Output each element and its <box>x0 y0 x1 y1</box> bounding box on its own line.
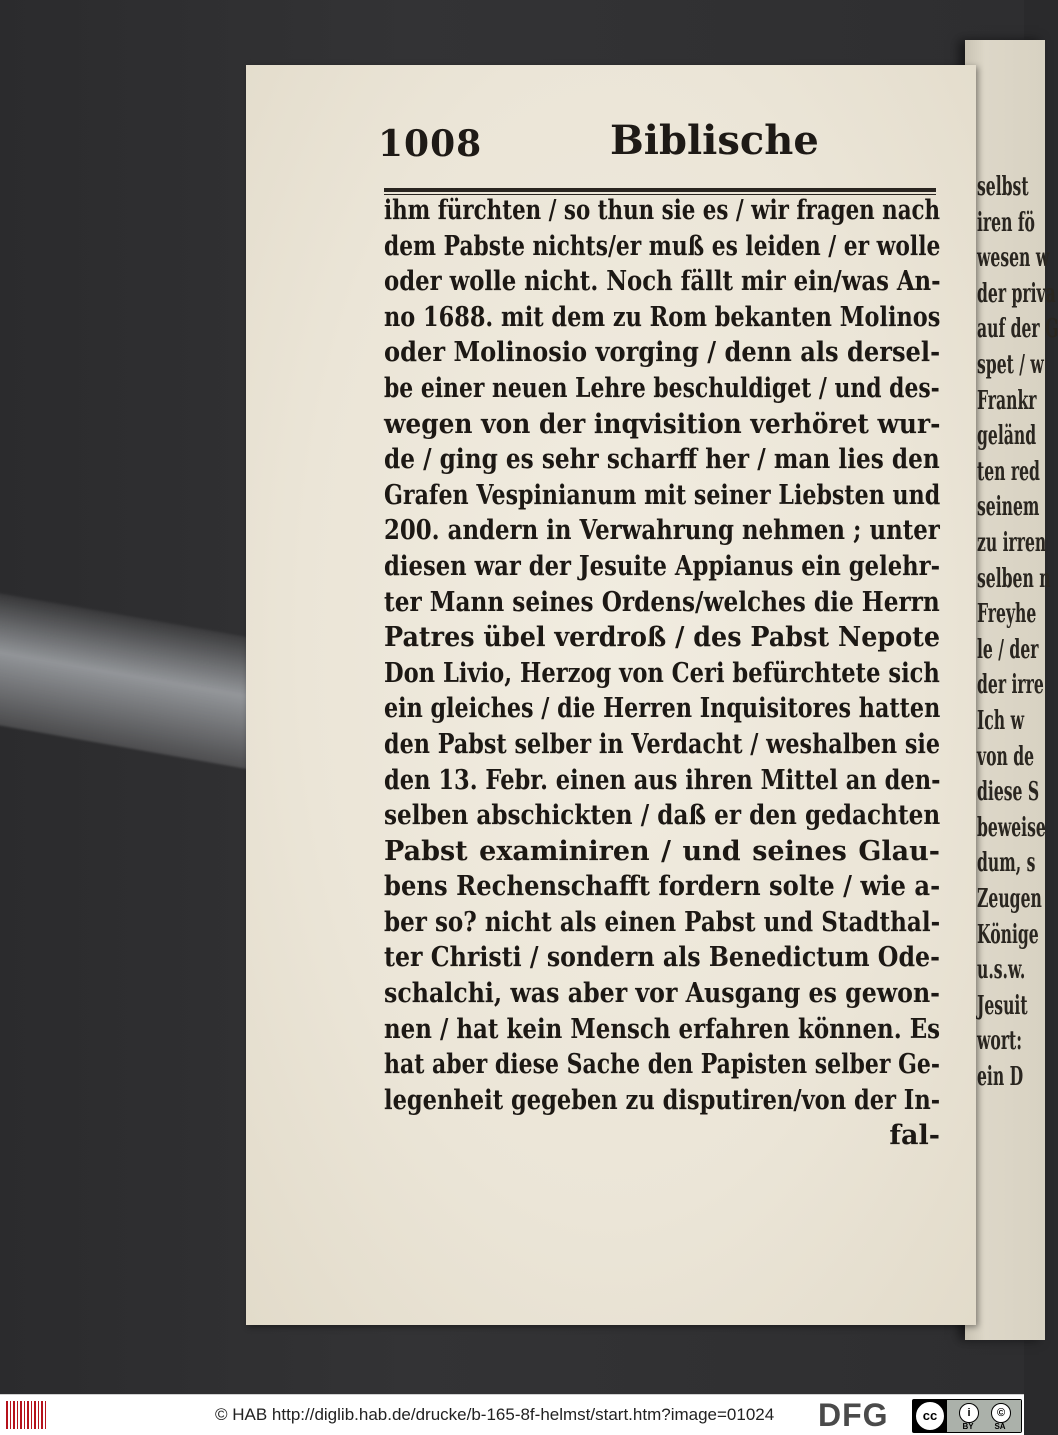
book-page <box>246 65 976 1325</box>
text-line: ihm fürchten / so thun sie es / wir fragen nach <box>384 195 941 226</box>
text-line: bens Rechenschafft fordern solte / wie a- <box>384 871 941 903</box>
text-line: nen / hat kein Mensch erfahren können. Es <box>384 1013 941 1045</box>
by-label: BY <box>962 1422 974 1431</box>
text-line: selben abschickten / daß er den gedachten <box>384 800 941 832</box>
text-line: ein gleiches / die Herren Inquisitores hatten <box>384 693 941 725</box>
facing-text-line: diese S <box>977 777 1040 808</box>
cc-license-attributes <box>947 1400 1021 1432</box>
text-line: diesen war der Jesuite Appianus ein gelehr- <box>384 550 941 582</box>
facing-text-line: spet / w <box>977 350 1044 380</box>
facing-text-line: ein D <box>977 1062 1024 1092</box>
text-line: dem Pabste nichts/er muß es leiden / er wolle <box>384 230 941 262</box>
running-head: Biblische <box>610 117 819 164</box>
facing-text-line: selbst <box>977 172 1029 202</box>
facing-text-line: Könige <box>977 919 1039 950</box>
facing-text-line: Frankr <box>977 385 1037 416</box>
facing-text-line: iren fö <box>977 207 1035 238</box>
text-line: ber so? nicht als einen Pabst und Stadthal- <box>384 906 941 938</box>
footer-credit-link[interactable]: © HAB http://diglib.hab.de/drucke/b-165-8f-helmst/start.htm?image=01024 <box>215 1405 775 1424</box>
facing-text-line: selben n <box>977 563 1051 594</box>
facing-text-line: zu irren <box>977 528 1047 558</box>
text-line: no 1688. mit dem zu Rom bekanten Molinos <box>384 301 941 333</box>
footer-bar <box>0 1394 1024 1435</box>
facing-text-line: ten red <box>977 456 1040 487</box>
text-line: Pabst examiniren / und seines Glau- <box>384 835 940 867</box>
text-line: den Pabst selber in Verdacht / weshalben sie <box>384 728 941 760</box>
text-line: Grafen Vespinianum mit seiner Liebsten und <box>384 479 941 511</box>
facing-text-line: Zeugen <box>977 884 1042 914</box>
sa-label: SA <box>994 1422 1006 1431</box>
catchword: fal- <box>889 1120 940 1152</box>
page-header <box>378 117 938 167</box>
facing-page <box>965 40 1058 1340</box>
text-line: schalchi, was aber vor Ausgang es gewon- <box>384 978 941 1010</box>
text-line: den 13. Febr. einen aus ihren Mittel an den- <box>384 764 941 796</box>
cc-license-badge[interactable] <box>912 1399 1022 1433</box>
text-line: be einer neuen Lehre beschuldiget / und des- <box>384 372 940 404</box>
text-line: 200. andern in Verwahrung nehmen ; unter <box>384 515 940 547</box>
dfg-logo: DFG <box>818 1397 889 1433</box>
text-line: ter Christi / sondern als Benedictum Ode- <box>384 942 940 974</box>
cc-icon: cc <box>915 1401 945 1431</box>
body-text <box>384 193 940 1154</box>
text-line: oder wolle nicht. Noch fällt mir ein/was An- <box>384 266 941 298</box>
text-line: Patres übel verdroß / des Pabst Nepote <box>384 622 941 654</box>
facing-text-line: der irre <box>977 670 1044 701</box>
text-line: de / ging es sehr scharff her / man lies den <box>384 444 940 476</box>
facing-text-line: wesen w <box>977 243 1050 274</box>
facing-text-line: le / der <box>977 634 1039 665</box>
hab-logo-icon <box>6 1401 46 1429</box>
attribution-icon: i <box>959 1403 979 1423</box>
facing-text-line: Ich w <box>977 706 1025 736</box>
text-line: wegen von der inqvisition verhöret wur- <box>384 408 941 440</box>
facing-text-line: von de <box>977 741 1035 772</box>
facing-text-line: beweise <box>977 812 1046 843</box>
facing-text-line: Freyhe <box>977 599 1037 630</box>
text-line: legenheit gegeben zu disputiren/von der In- <box>384 1084 941 1116</box>
facing-text-line: u.s.w. <box>977 955 1026 986</box>
share-alike-icon: © <box>991 1403 1011 1423</box>
text-line: ter Mann seines Ordens/welches die Herrn <box>384 586 940 618</box>
page-number: 1008 <box>378 123 483 165</box>
facing-text-line: dum, s <box>977 848 1036 879</box>
facing-text-line: auf der G <box>977 314 1058 345</box>
facing-text-line: Jesuit <box>977 990 1028 1021</box>
facing-text-line: wort: <box>977 1026 1023 1057</box>
facing-text-line: der priva <box>977 278 1056 309</box>
text-line: hat aber diese Sache den Papisten selber Ge- <box>384 1049 940 1081</box>
facing-text-line: geländ <box>977 421 1037 452</box>
text-line: Don Livio, Herzog von Ceri befürchtete sich <box>384 657 940 689</box>
text-line: oder Molinosio vorging / denn als dersel- <box>384 337 941 369</box>
facing-text-line: seinem <box>977 492 1040 523</box>
